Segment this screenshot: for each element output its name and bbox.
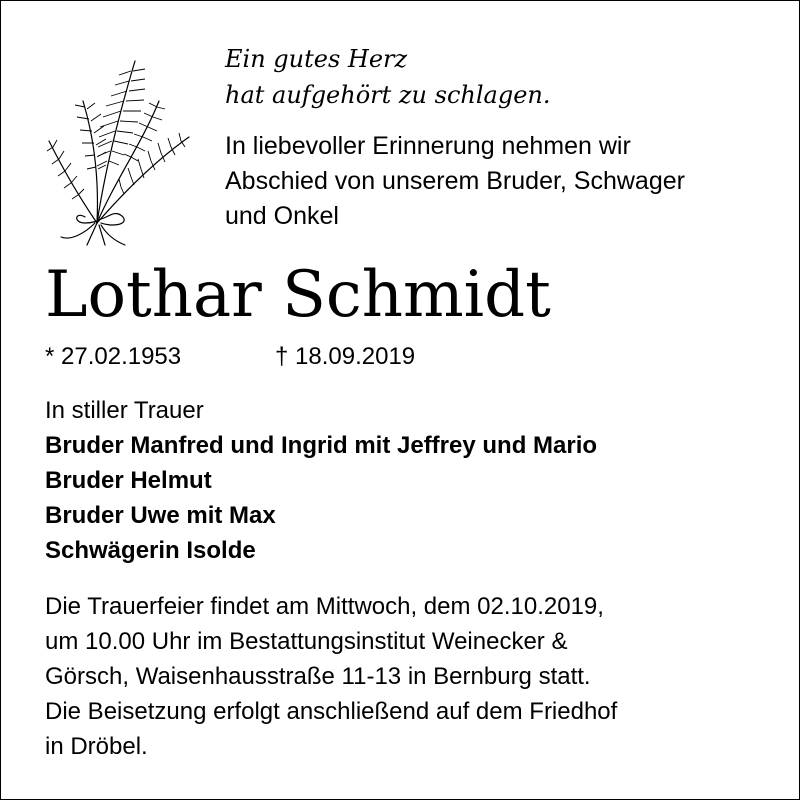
mourners-lead: In stiller Trauer [45, 397, 204, 424]
service-line: in Dröbel. [45, 733, 148, 760]
deceased-name: Lothar Schmidt [45, 258, 551, 332]
intro-line: In liebevoller Erinnerung nehmen wir [225, 132, 631, 160]
mourner: Schwägerin Isolde [45, 537, 256, 564]
service-line: Die Trauerfeier findet am Mittwoch, dem 02.10.2019, [45, 593, 604, 620]
intro-line: und Onkel [225, 202, 339, 230]
service-info [45, 589, 617, 764]
mourners-list [45, 393, 597, 568]
mourner: Bruder Uwe mit Max [45, 502, 276, 529]
service-line: Görsch, Waisenhausstraße 11-13 in Bernburg statt. [45, 663, 591, 690]
death-date: † 18.09.2019 [275, 343, 416, 370]
intro-text [225, 129, 685, 234]
service-line: Die Beisetzung erfolgt anschließend auf dem Friedhof [45, 698, 618, 725]
quote-line: Ein gutes Herz [225, 45, 408, 73]
quote-line: hat aufgehört zu schlagen. [225, 81, 551, 109]
fern-bouquet-icon [35, 41, 195, 247]
quote [225, 41, 551, 113]
intro-line: Abschied von unserem Bruder, Schwager [225, 167, 685, 195]
service-line: um 10.00 Uhr im Bestattungsinstitut Weinecker & [45, 628, 568, 655]
birth-date: * 27.02.1953 [45, 343, 182, 370]
life-dates [45, 341, 416, 373]
mourner: Bruder Helmut [45, 467, 212, 494]
mourner: Bruder Manfred und Ingrid mit Jeffrey und Mario [45, 432, 598, 459]
